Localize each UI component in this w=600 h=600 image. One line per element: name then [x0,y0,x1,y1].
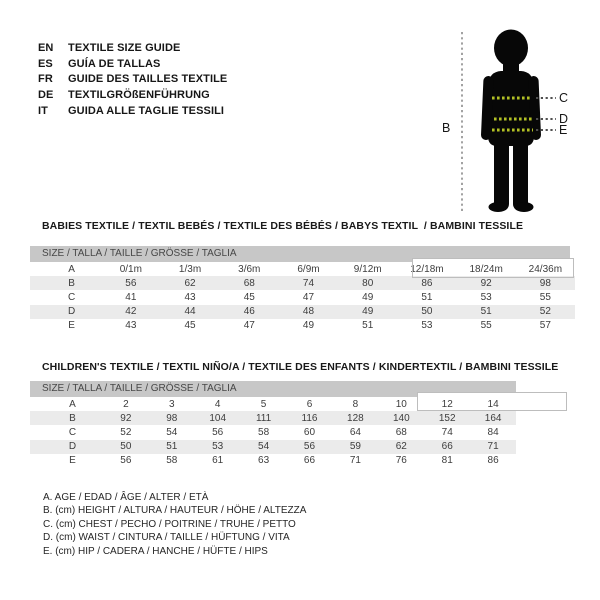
table-cell: 44 [184,306,196,318]
table-cell: 55 [539,291,551,303]
table-cell: 3/6m [238,263,261,275]
language-row [38,72,227,88]
table-cell: 1/3m [178,263,202,275]
table-cell: 59 [349,441,361,453]
table-cell: 54 [166,426,178,438]
table-cell: 76 [395,455,407,467]
table-cell: 62 [395,441,407,453]
language-row [38,87,227,103]
language-title: GUIDA ALLE TAGLIE TESSILI [68,105,225,118]
table-cell: 61 [212,455,224,467]
table-cell: 51 [421,291,433,303]
language-code: IT [38,105,48,118]
table-cell: 14 [487,398,499,410]
measurement-legend [43,491,306,558]
table-cell: 74 [441,426,453,438]
table-cell: 80 [362,277,374,289]
table-cell: 6/9m [297,263,320,275]
row-label: D [67,306,76,318]
table-cell: 56 [212,426,224,438]
table-row [30,454,516,468]
table-cell: 86 [487,455,499,467]
table-cell: 45 [184,320,196,332]
child-silhouette [481,30,541,213]
table-cell: 64 [349,426,361,438]
table-row [30,440,516,454]
table-cell: 71 [349,455,361,467]
language-code: EN [38,41,54,54]
legend-line-hip: E. (cm) HIP / CADERA / HANCHE / HÜFTE / HIPS [43,545,268,557]
table-cell: 8 [352,398,359,410]
language-title: GUIDE DES TAILLES TEXTILE [68,73,228,86]
table-cell: 0/1m [119,263,142,275]
children-size-header: SIZE / TALLA / TAILLE / GRÖSSE / TAGLIA [30,381,516,397]
table-cell: 56 [125,277,137,289]
table-cell: 58 [258,426,270,438]
table-cell: 104 [209,412,227,424]
table-cell: 56 [120,455,132,467]
table-cell: 2 [123,398,129,410]
row-label: E [68,320,75,332]
table-cell: 10 [395,398,407,410]
table-cell: 164 [484,412,502,424]
language-title: TEXTILGRÖßENFÜHRUNG [68,89,210,102]
language-list [38,40,227,119]
table-cell: 52 [120,426,132,438]
table-cell: 62 [184,277,196,289]
table-cell: 51 [480,306,492,318]
table-cell: 47 [243,320,255,332]
table-cell: 47 [302,291,315,303]
table-cell: 51 [166,441,178,453]
table-cell: 74 [302,277,315,289]
table-cell: 86 [421,277,433,289]
table-cell: 41 [125,291,137,303]
table-cell: 6 [306,398,313,410]
table-cell: 128 [347,412,364,424]
language-code: FR [38,73,53,86]
row-label: B [68,277,75,289]
row-label: A [69,398,76,410]
table-cell: 55 [480,320,492,332]
babies-size-header: SIZE / TALLA / TAILLE / GRÖSSE / TAGLIA [30,246,570,262]
table-cell: 5 [260,398,267,410]
table-cell: 57 [539,320,551,332]
table-cell: 48 [302,306,315,318]
row-label: A [68,263,75,275]
table-cell: 60 [303,426,316,438]
table-cell: 49 [362,306,374,318]
legend-line-height: B. (cm) HEIGHT / ALTURA / HAUTEUR / HÖHE / ALTEZZA [43,505,307,517]
table-cell: 54 [258,441,270,453]
table-cell: 56 [303,441,316,453]
row-label: E [69,455,76,467]
table-cell: 12/18m [410,263,444,275]
table-cell: 98 [539,277,551,289]
table-cell: 68 [243,277,255,289]
language-row [38,56,227,72]
babies-highlight-box [412,258,574,278]
row-label: C [68,426,77,438]
table-cell: 53 [421,320,433,332]
language-row [38,40,227,56]
language-title: GUÍA DE TALLAS [68,57,161,70]
chest-label: C [559,91,569,105]
table-cell: 111 [255,412,272,424]
row-label: D [68,441,77,453]
table-cell: 152 [438,412,456,424]
table-cell: 71 [487,441,499,453]
table-row [30,290,575,304]
waist-label: D [559,112,569,126]
children-highlight-box [417,392,567,411]
table-cell: 53 [212,441,224,453]
table-cell: 66 [441,441,453,453]
table-row [30,411,516,425]
table-cell: 52 [539,306,551,318]
babies-table-title: BABIES TEXTILE / TEXTIL BEBÉS / TEXTILE DES BÉBÉS / BABYS TEXTIL / BAMBINI TESSILE [42,220,524,232]
table-cell: 46 [243,306,255,318]
table-cell: 3 [168,398,175,410]
legend-line-chest: C. (cm) CHEST / PECHO / POITRINE / TRUHE / PETTO [43,518,296,530]
language-title: TEXTILE SIZE GUIDE [68,41,181,54]
table-row [30,319,575,333]
language-row [38,103,227,119]
legend-line-waist: D. (cm) WAIST / CINTURA / TAILLE / HÜFTUNG / VITA [43,532,290,544]
table-cell: 98 [166,412,178,424]
table-cell: 49 [362,291,374,303]
table-cell: 49 [302,320,315,332]
table-cell: 45 [243,291,255,303]
table-cell: 43 [125,320,137,332]
table-row [30,305,575,319]
table-cell: 18/24m [469,263,503,275]
table-row [30,276,575,290]
legend-line-age: A. AGE / EDAD / ÂGE / ALTER / ETÀ [43,492,209,503]
table-cell: 68 [395,426,407,438]
table-cell: 42 [125,306,137,318]
table-cell: 24/36m [528,263,563,275]
table-cell: 116 [301,412,318,424]
table-cell: 92 [480,277,492,289]
table-cell: 81 [441,455,453,467]
table-cell: 84 [487,426,499,438]
table-cell: 66 [303,455,316,467]
table-cell: 50 [120,441,132,453]
table-cell: 9/12m [353,263,382,275]
language-code: DE [38,89,54,102]
row-label: C [67,291,76,303]
table-cell: 63 [258,455,270,467]
language-code: ES [38,57,53,70]
table-cell: 12 [441,398,453,410]
table-cell: 51 [362,320,374,332]
children-table-title: CHILDREN'S TEXTILE / TEXTIL NIÑO/A / TEXTILE DES ENFANTS / KINDERTEXTIL / BAMBINI TESSILE [42,361,559,373]
hip-label: E [559,123,568,137]
table-cell: 58 [166,455,178,467]
table-cell: 140 [392,412,410,424]
table-cell: 4 [214,398,221,410]
table-cell: 92 [120,412,132,424]
table-cell: 43 [184,291,196,303]
table-cell: 53 [480,291,492,303]
table-cell: 50 [421,306,433,318]
height-label: B [442,121,451,135]
row-label: B [69,412,76,424]
child-measurement-figure [430,5,600,230]
table-row [30,425,516,439]
